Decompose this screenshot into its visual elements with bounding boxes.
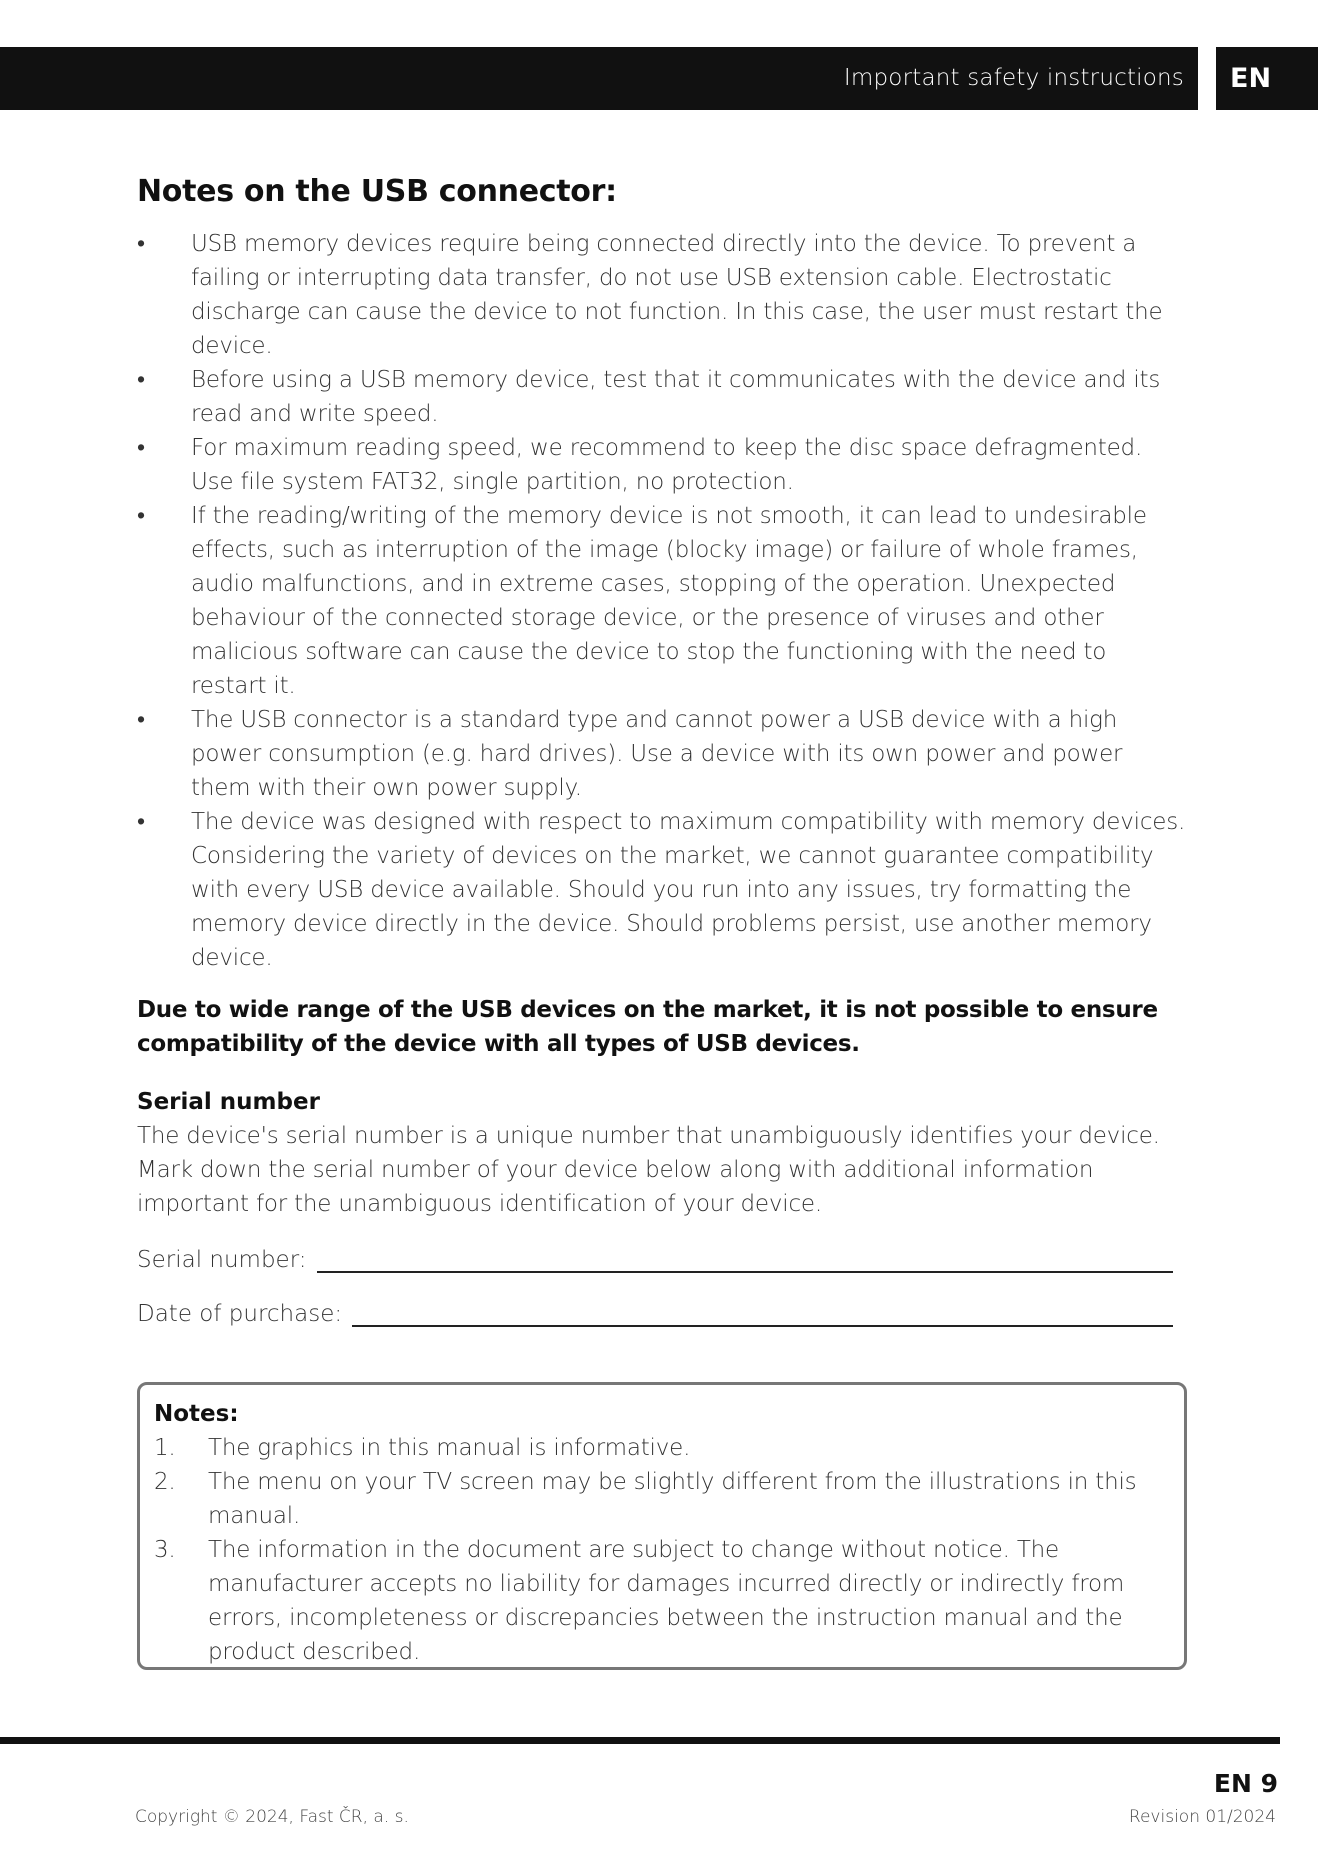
notes-title: Notes:: [154, 1401, 239, 1427]
header-bar: [0, 47, 1198, 110]
list-item: [137, 431, 1187, 499]
bullet-icon: •: [137, 503, 145, 529]
list-item-text: If the reading/writing of the memory device is not smooth, it can lead to undesirable effects, such as interruption of the image (blocky image) or failure of whole frames, audio malfunctions, and in extreme cases, stopping of the operation. Unexpected behaviour of the connected storage device, or the presence of viruses and other malicious software can cause the device to stop the functioning with the need to restart it.: [191, 503, 1147, 699]
compatibility-warning: Due to wide range of the USB devices on the market, it is not possible to ensure compatibility of the device with all types of USB devices.: [137, 997, 1158, 1057]
list-item: [137, 805, 1187, 975]
notes-box: [137, 1382, 1187, 1670]
footer-divider: [0, 1737, 1280, 1744]
language-badge-label: EN: [1230, 63, 1272, 94]
serial-number-description: The device's serial number is a unique number that unambiguously identifies your device. Mark down the serial number of your device below along with additional information important for the unambiguous identification of your device.: [137, 1123, 1160, 1217]
page-number: EN 9: [1213, 1769, 1278, 1798]
copyright-text: Copyright © 2024, Fast ČR, a. s.: [135, 1807, 409, 1827]
list-item-text: The graphics in this manual is informative.: [208, 1435, 691, 1461]
usb-notes-list: [137, 227, 1187, 975]
list-item-text: USB memory devices require being connected directly into the device. To prevent a failing or interrupting data transfer, do not use USB extension cable. Electrostatic discharge can cause the device to not function. In this case, the user must restart the device.: [191, 231, 1163, 359]
bullet-icon: •: [137, 707, 145, 733]
bullet-icon: •: [137, 435, 145, 461]
list-item: [137, 363, 1187, 431]
bullet-icon: •: [137, 809, 145, 835]
list-item-number: 1.: [154, 1435, 176, 1461]
list-item-text: For maximum reading speed, we recommend to keep the disc space defragmented. Use file system FAT32, single partition, no protection.: [191, 435, 1143, 495]
bullet-icon: •: [137, 367, 145, 393]
list-item-text: The device was designed with respect to maximum compatibility with memory devices. Considering the variety of devices on the market, we cannot guarantee compatibility with every USB device available. Should you run into any issues, try formatting the memory device directly in the device. Should problems persist, use another memory device.: [191, 809, 1186, 971]
list-item: [154, 1533, 1170, 1669]
list-item: [137, 499, 1187, 703]
notes-list: [154, 1431, 1170, 1669]
list-item: [137, 703, 1187, 805]
list-item-number: 3.: [154, 1537, 176, 1563]
list-item-text: The menu on your TV screen may be slightly different from the illustrations in this manual.: [208, 1469, 1137, 1529]
date-of-purchase-blank-line: [352, 1303, 1173, 1327]
usb-section-title: Notes on the USB connector:: [137, 174, 617, 209]
list-item: [154, 1465, 1170, 1533]
serial-number-label: Serial number:: [137, 1247, 307, 1273]
serial-number-heading: Serial number: [137, 1089, 320, 1115]
main-content: [137, 174, 1187, 1327]
language-badge: [1216, 47, 1318, 110]
header-title: Important safety instructions: [843, 65, 1184, 91]
list-item-text: The information in the document are subject to change without notice. The manufacturer accepts no liability for damages incurred directly or indirectly from errors, incompleteness or discrepancies between the instruction manual and the product described.: [208, 1537, 1125, 1665]
bullet-icon: •: [137, 231, 145, 257]
list-item-text: Before using a USB memory device, test that it communicates with the device and its read and write speed.: [191, 367, 1161, 427]
list-item-text: The USB connector is a standard type and cannot power a USB device with a high power consumption (e.g. hard drives). Use a device with its own power and power them with their own power supply.: [191, 707, 1123, 801]
date-of-purchase-label: Date of purchase:: [137, 1301, 343, 1327]
list-item: [154, 1431, 1170, 1465]
list-item-number: 2.: [154, 1469, 176, 1495]
serial-number-field: [137, 1247, 1173, 1273]
list-item: [137, 227, 1187, 363]
date-of-purchase-field: [137, 1301, 1173, 1327]
serial-number-blank-line: [317, 1249, 1173, 1273]
revision-text: Revision 01/2024: [1128, 1807, 1276, 1827]
